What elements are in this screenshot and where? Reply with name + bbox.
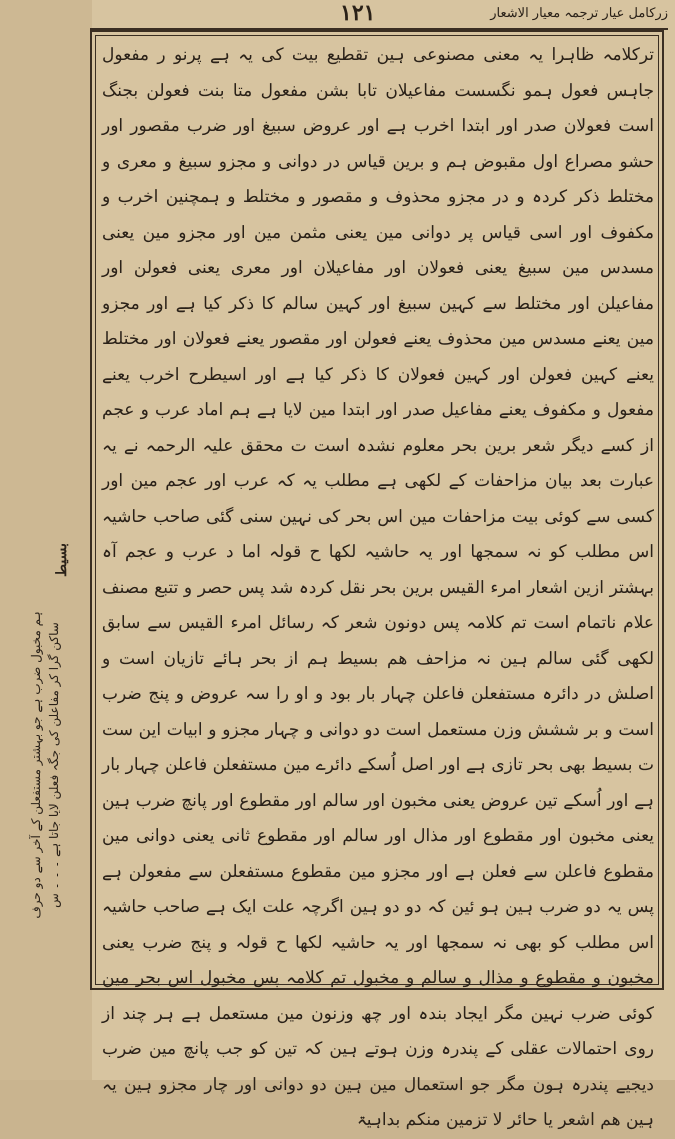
running-title: زرکامل عیار ترجمہ معیار الاشعار [490,6,668,21]
margin-section-mark [48,530,76,590]
main-paragraph: ترکلامہ ظاہرا یہ معنی مصنوعی ہین تقطیع بیت کی یہ ہے پرنو ر مفعول جاہس فعول ہمو نگسست مفاعیلان تابا بشن مفعول متا بنت فعولن بجنگ است فعولان صدر اور ابتدا اخرب ہے اور عروض سبیغ اور ضرب مقصور اور حشو مصراع اول مقبوض ہم و برین قیاس در دوانی و مجزو سبیغ و معری و مختلط ذکر کردہ و در مجزو محذوف و مقصور و مختلط و ہمچنین اخرب و مکفوف اور اسی قیاس پر دوانی مین یعنی مثمن مین اور مجزو مین یعنی مسدس مین سبیغ یعنی فعولان اور مفاعیلان اور معری یعنی فعولن اور مفاعیلن اور مختلط سے کہین سبیغ اور کہین سالم کا ذکر کیا ہے اور مجزو مین یعنے مسدس مین محذوف یعنے فعولن اور مقصور یعنے فعولان اور مختلط یعنے کہین فعولن اور کہین فعولان کا ذکر کیا ہے اور اسیطرح اخرب یعنے مفعول و مکفوف یعنے مفاعیل صدر اور ابتدا مین لایا ہے ہم اماد عرب و عجم از کسے دیگر شعر برین بحر معلوم نشدہ است ت محقق علیہ الرحمہ نے یہ عبارت بعد بیان مزاحفات کے لکھی ہے مطلب یہ کہ عرب اور عجم مین اور کسی سے کوئی بیت مزاحفات مین اس بحر کی نہین سنی گئی صاحب حاشیہ اس مطلب کو نہ سمجھا اور یہ حاشیہ لکھا ح قولہ اما د عرب و عجم آہ بہشتر ازین اشعار امرء القیس برین بحر نقل کردہ شد پس حصر و تتبع مصنف علام ناتمام است تم کلامہ پس دونون شعر کہ رسائل امرء القیس سے سابق لکھی گئی سالم ہین نہ مزاحف ھم بسیط ہم از بحر ہائے تازیان است و اصلش در دائرہ مستفعلن فاعلن چہار بار بود و او را سہ عروض و پنج ضرب است و بر ششش وزن مستعمل است دو دوانی و چہار مجزو و ابیات این ست ت بسیط بھی بحر تازی ہے اور اصل اُسکے دائرے مین مستفعلن فاعلن چہار بار ہے اور اُسکے تین عروض یعنی مخبون اور سالم اور مقطوع اور پانچ ضرب ہین یعنی مخبون اور مقطوع اور مذال اور سالم اور مقطوع ثانی یعنی دوانی مین مقطوع فاعلن سے فعلن ہے اور مجزو مین مقطوع مستفعلن سے مفعولن ہے پس یہ دو ضرب ہین ہو ئین کہ دو دو ہین اگرچہ علت ایک ہے صاحب حاشیہ اس مطلب کو بھی نہ سمجھا اور یہ حاشیہ لکھا ح قولہ و پنج ضرب یعنی مخبون و مقطوع و مذال و سالم و مخبول تم کلامہ پس مخبول اس بحر مین کوئی ضرب نہین مگر ایجاد بندہ اور چھ وزنون مین مستعمل ہے ہر چند از روی احتمالات عقلی کے پندرہ وزن ہوتے ہین کہ تین کو جب پانچ مین ضرب دیجیے پندرہ ہون مگر جو استعمال مین ہین دو دوانی اور چار مجزو ہین یہ ہین ھم اشعر یا حائر لا تزمین منکم بداہیۃ [102,45,654,1130]
margin-note-text: ہم مخبول ضرب ہے جو بہشتر مستفعلن کے آخر سے دو حرف ساکن گرا کر مفاعلن کی جگہ فعلن لایا جاتا ہے ۔ ۔ ۔ س [29,611,61,919]
page-header [90,2,668,30]
main-text-block [102,38,654,1130]
margin-handwritten-note [4,600,86,930]
page-number: ۱۲۱ [340,0,376,26]
section-mark-text: بسیط [54,543,70,577]
